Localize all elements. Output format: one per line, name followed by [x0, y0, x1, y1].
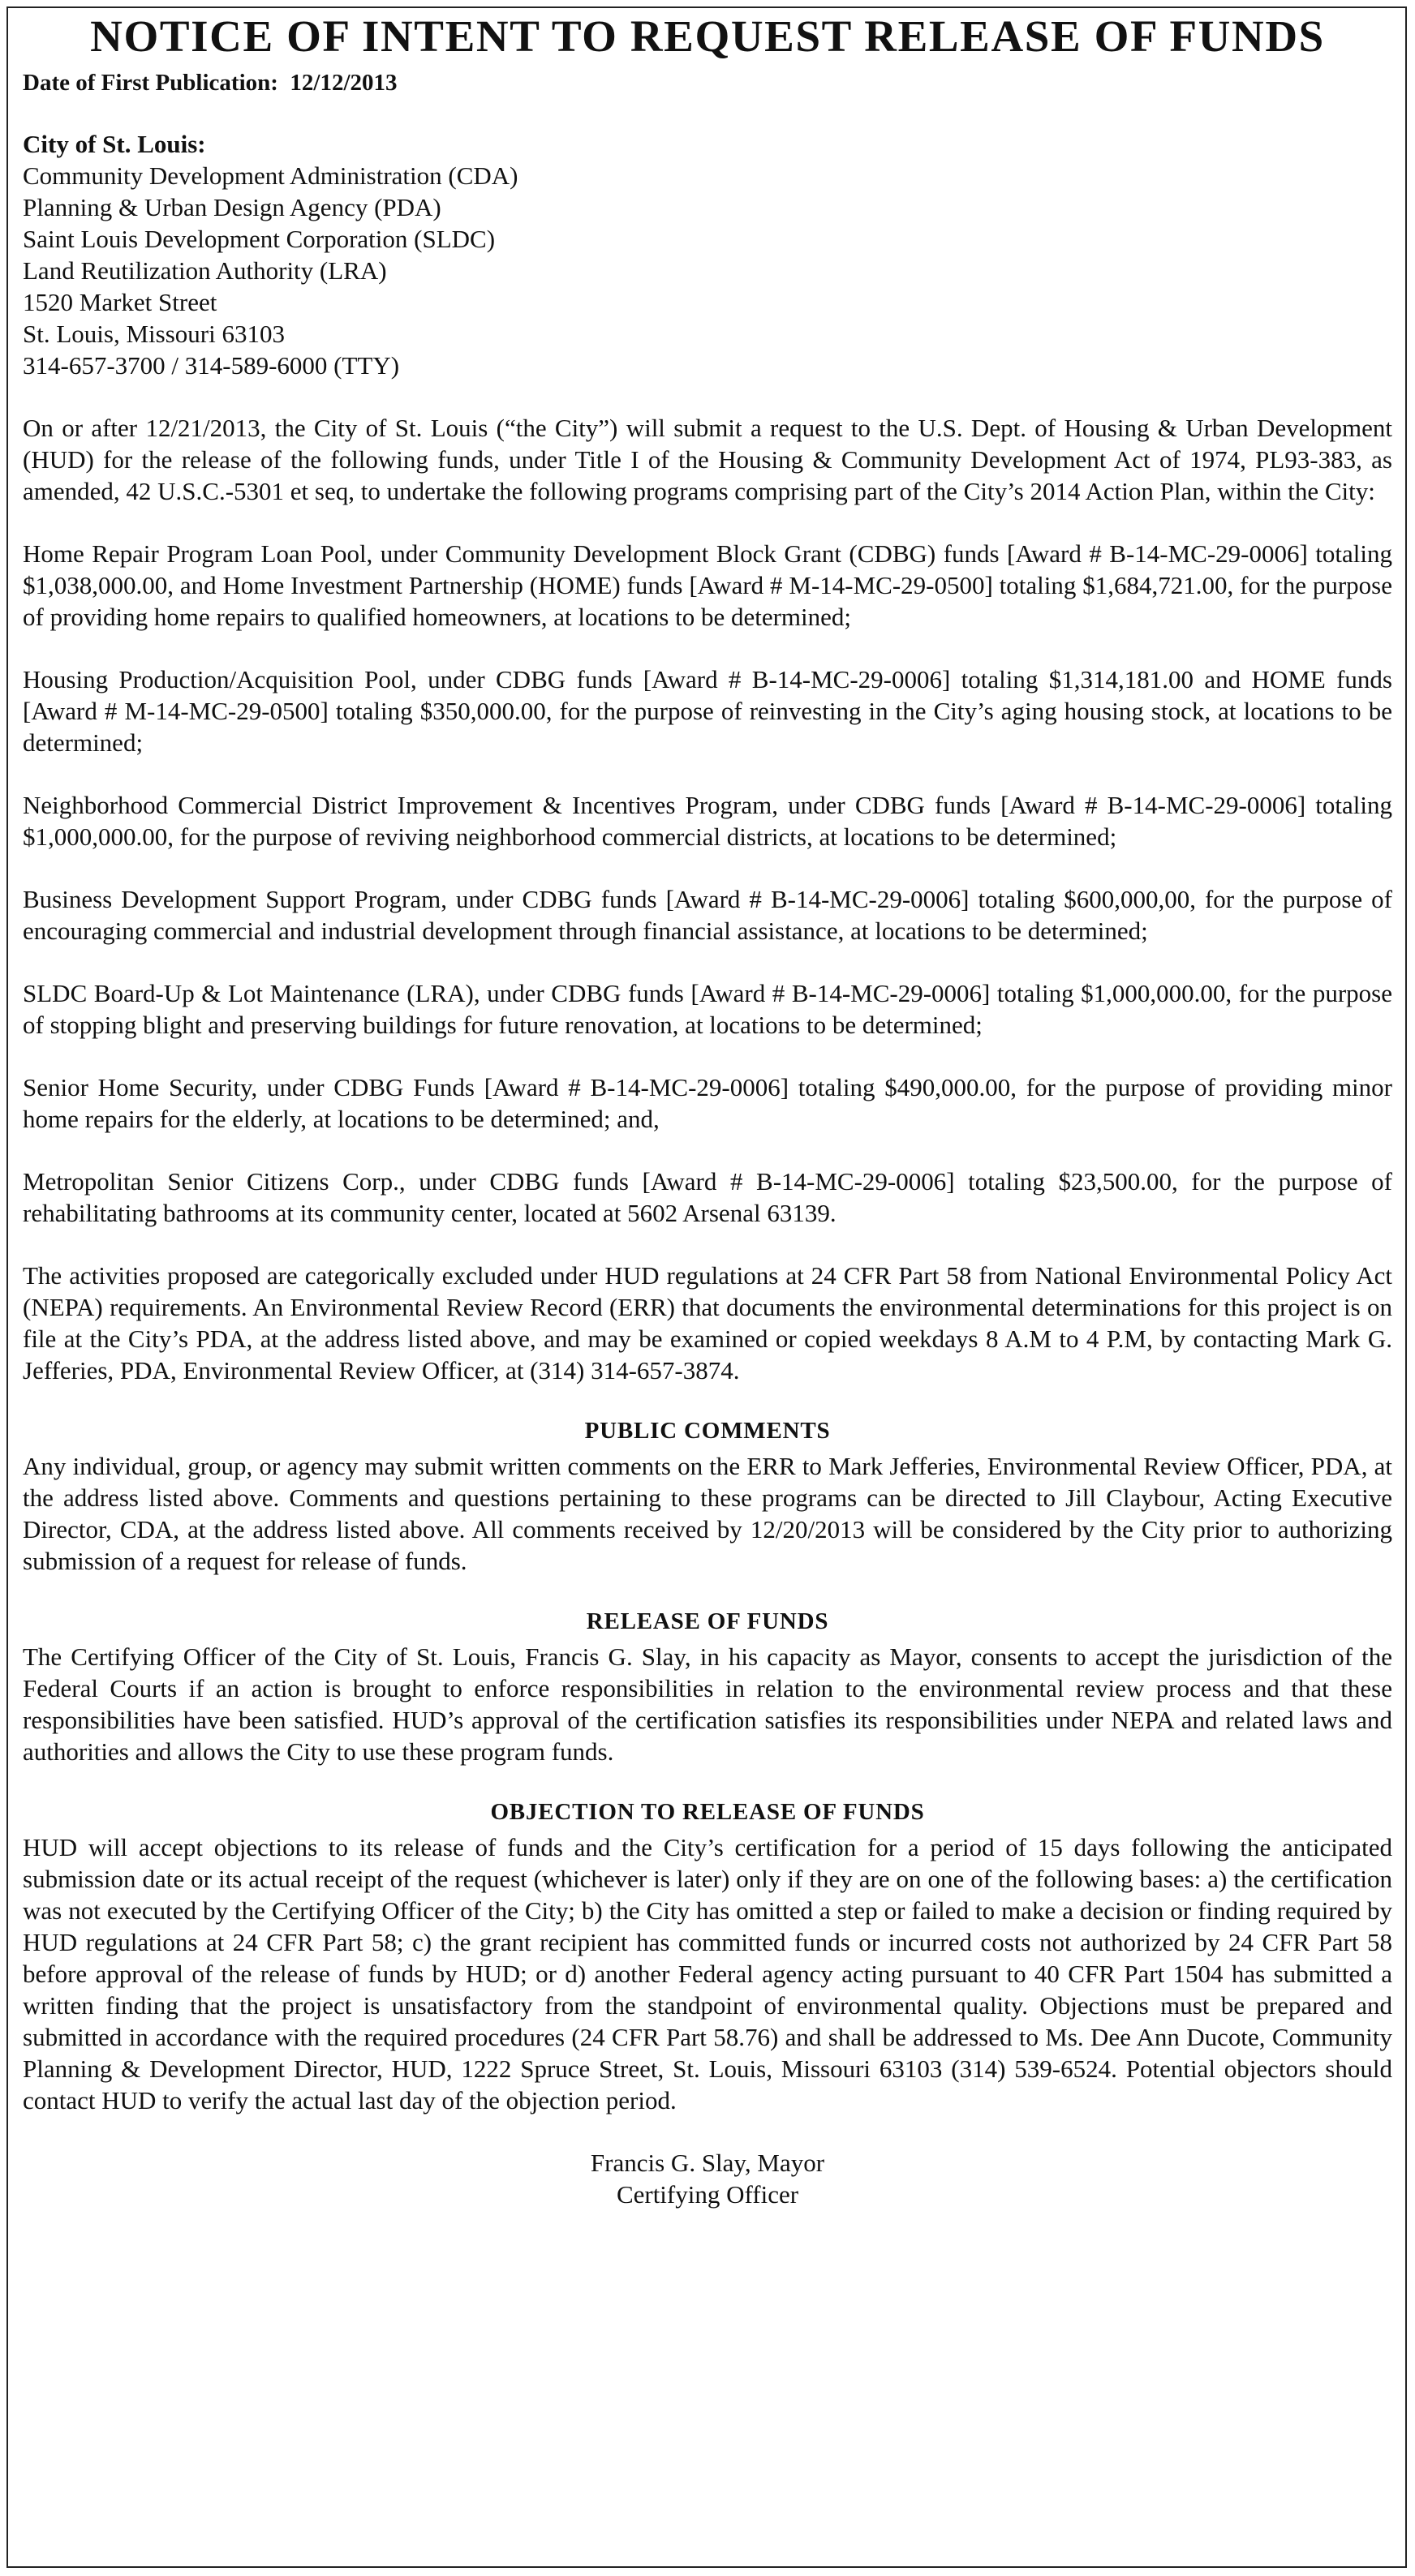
notice-title: NOTICE OF INTENT TO REQUEST RELEASE OF FUNDS	[90, 11, 1325, 61]
public-comments-section	[23, 1415, 1392, 1577]
address-line: 314-657-3700 / 314-589-6000 (TTY)	[23, 351, 400, 380]
body-text	[23, 412, 1392, 1386]
city-heading: City of St. Louis:	[23, 130, 206, 158]
signature-block	[23, 2147, 1392, 2210]
program-paragraph: SLDC Board-Up & Lot Maintenance (LRA), under CDBG funds [Award # B-14-MC-29-0006] totaling $1,000,000.00, for the purpose of stopping blight and preserving buildings for future renovation, at locations to be determined;	[23, 979, 1392, 1039]
objection-body: HUD will accept objections to its release of funds and the City’s certification for a period of 15 days following the anticipated submission date or its actual receipt of the request (whichever is later) only if they are on one of the following bases: a) the certification was not executed by the Certifying Officer of the City; b) the City has omitted a step or failed to make a decision or finding required by HUD regulations at 24 CFR Part 58; c) the grant recipient has committed funds or incurred costs not authorized by 24 CFR Part 58 before approval of the release of funds by HUD; or d) another Federal agency acting pursuant to 40 CFR Part 1504 has submitted a written finding that the project is unsatisfactory from the standpoint of environmental quality. Objections must be prepared and submitted in accordance with the required procedures (24 CFR Part 58.76) and shall be addressed to Ms. Dee Ann Ducote, Community Planning & Development Director, HUD, 1222 Spruce Street, St. Louis, Missouri 63103 (314) 539-6524. Potential objectors should contact HUD to verify the actual last day of the objection period.	[23, 1833, 1392, 2114]
objection-heading: OBJECTION TO RELEASE OF FUNDS	[490, 1799, 925, 1825]
address-block	[23, 128, 1392, 381]
address-line: Community Development Administration (CDA)	[23, 161, 518, 190]
publication-date-line	[23, 68, 1392, 97]
address-line: Land Reutilization Authority (LRA)	[23, 256, 387, 285]
signature-role: Certifying Officer	[616, 2180, 799, 2209]
address-line: 1520 Market Street	[23, 288, 217, 316]
program-paragraph: Neighborhood Commercial District Improvement & Incentives Program, under CDBG funds [Award # B-14-MC-29-0006] totaling $1,000,000.00, for the purpose of reviving neighborhood commercial districts, at locations to be determined;	[23, 791, 1392, 851]
program-paragraph: Business Development Support Program, under CDBG funds [Award # B-14-MC-29-0006] totaling $600,000,00, for the purpose of encouraging commercial and industrial development through financial assistance, at locations to be determined;	[23, 885, 1392, 945]
signature-name: Francis G. Slay, Mayor	[590, 2149, 825, 2177]
notice-document	[6, 6, 1407, 2568]
program-paragraph: Metropolitan Senior Citizens Corp., under CDBG funds [Award # B-14-MC-29-0006] totaling $23,500.00, for the purpose of rehabilitating bathrooms at its community center, located at 5602 Arsenal 63139.	[23, 1167, 1392, 1227]
program-paragraph: Home Repair Program Loan Pool, under Community Development Block Grant (CDBG) funds [Award # B-14-MC-29-0006] totaling $1,038,000.00, and Home Investment Partnership (HOME) funds [Award # M-14-MC-29-0500] totaling $1,684,721.00, for the purpose of providing home repairs to qualified homeowners, at locations to be determined;	[23, 539, 1392, 631]
activities-paragraph: The activities proposed are categorically excluded under HUD regulations at 24 CFR Part 58 from National Environmental Policy Act (NEPA) requirements. An Environmental Review Record (ERR) that documents the environmental determinations for this project is on file at the City’s PDA, at the address listed above, and may be examined or copied weekdays 8 A.M to 4 P.M, by contacting Mark G. Jefferies, PDA, Environmental Review Officer, at (314) 314-657-3874.	[23, 1261, 1392, 1385]
publication-date-value: 12/12/2013	[290, 70, 398, 96]
release-section	[23, 1606, 1392, 1767]
objection-section	[23, 1797, 1392, 2116]
program-paragraph: Senior Home Security, under CDBG Funds [Award # B-14-MC-29-0006] totaling $490,000.00, for the purpose of providing minor home repairs for the elderly, at locations to be determined; and,	[23, 1073, 1392, 1133]
intro-paragraph: On or after 12/21/2013, the City of St. Louis (“the City”) will submit a request to the U.S. Dept. of Housing & Urban Development (HUD) for the release of the following funds, under Title I of the Housing & Community Development Act of 1974, PL93-383, as amended, 42 U.S.C.-5301 et seq, to undertake the following programs comprising part of the City’s 2014 Action Plan, within the City:	[23, 414, 1392, 505]
address-line: Planning & Urban Design Agency (PDA)	[23, 193, 441, 221]
address-line: St. Louis, Missouri 63103	[23, 320, 285, 348]
release-body: The Certifying Officer of the City of St. Louis, Francis G. Slay, in his capacity as Mayor, consents to accept the jurisdiction of the Federal Courts if an action is brought to enforce responsibilities in relation to the environmental review process and that these responsibilities have been satisfied. HUD’s approval of the certification satisfies its responsibilities under NEPA and related laws and authorities and allows the City to use these program funds.	[23, 1642, 1392, 1766]
address-line: Saint Louis Development Corporation (SLDC)	[23, 225, 496, 253]
publication-date-label: Date of First Publication:	[23, 70, 278, 96]
program-paragraph: Housing Production/Acquisition Pool, under CDBG funds [Award # B-14-MC-29-0006] totaling $1,314,181.00 and HOME funds [Award # M-14-MC-29-0500] totaling $350,000.00, for the purpose of reinvesting in the City’s aging housing stock, at locations to be determined;	[23, 665, 1392, 757]
public-comments-body: Any individual, group, or agency may submit written comments on the ERR to Mark Jefferies, Environmental Review Officer, PDA, at the address listed above. Comments and questions pertaining to these programs can be directed to Jill Claybour, Acting Executive Director, CDA, at the address listed above. All comments received by 12/20/2013 will be considered by the City prior to authorizing submission of a request for release of funds.	[23, 1452, 1392, 1575]
public-comments-heading: PUBLIC COMMENTS	[584, 1418, 831, 1444]
release-heading: RELEASE OF FUNDS	[586, 1608, 829, 1634]
